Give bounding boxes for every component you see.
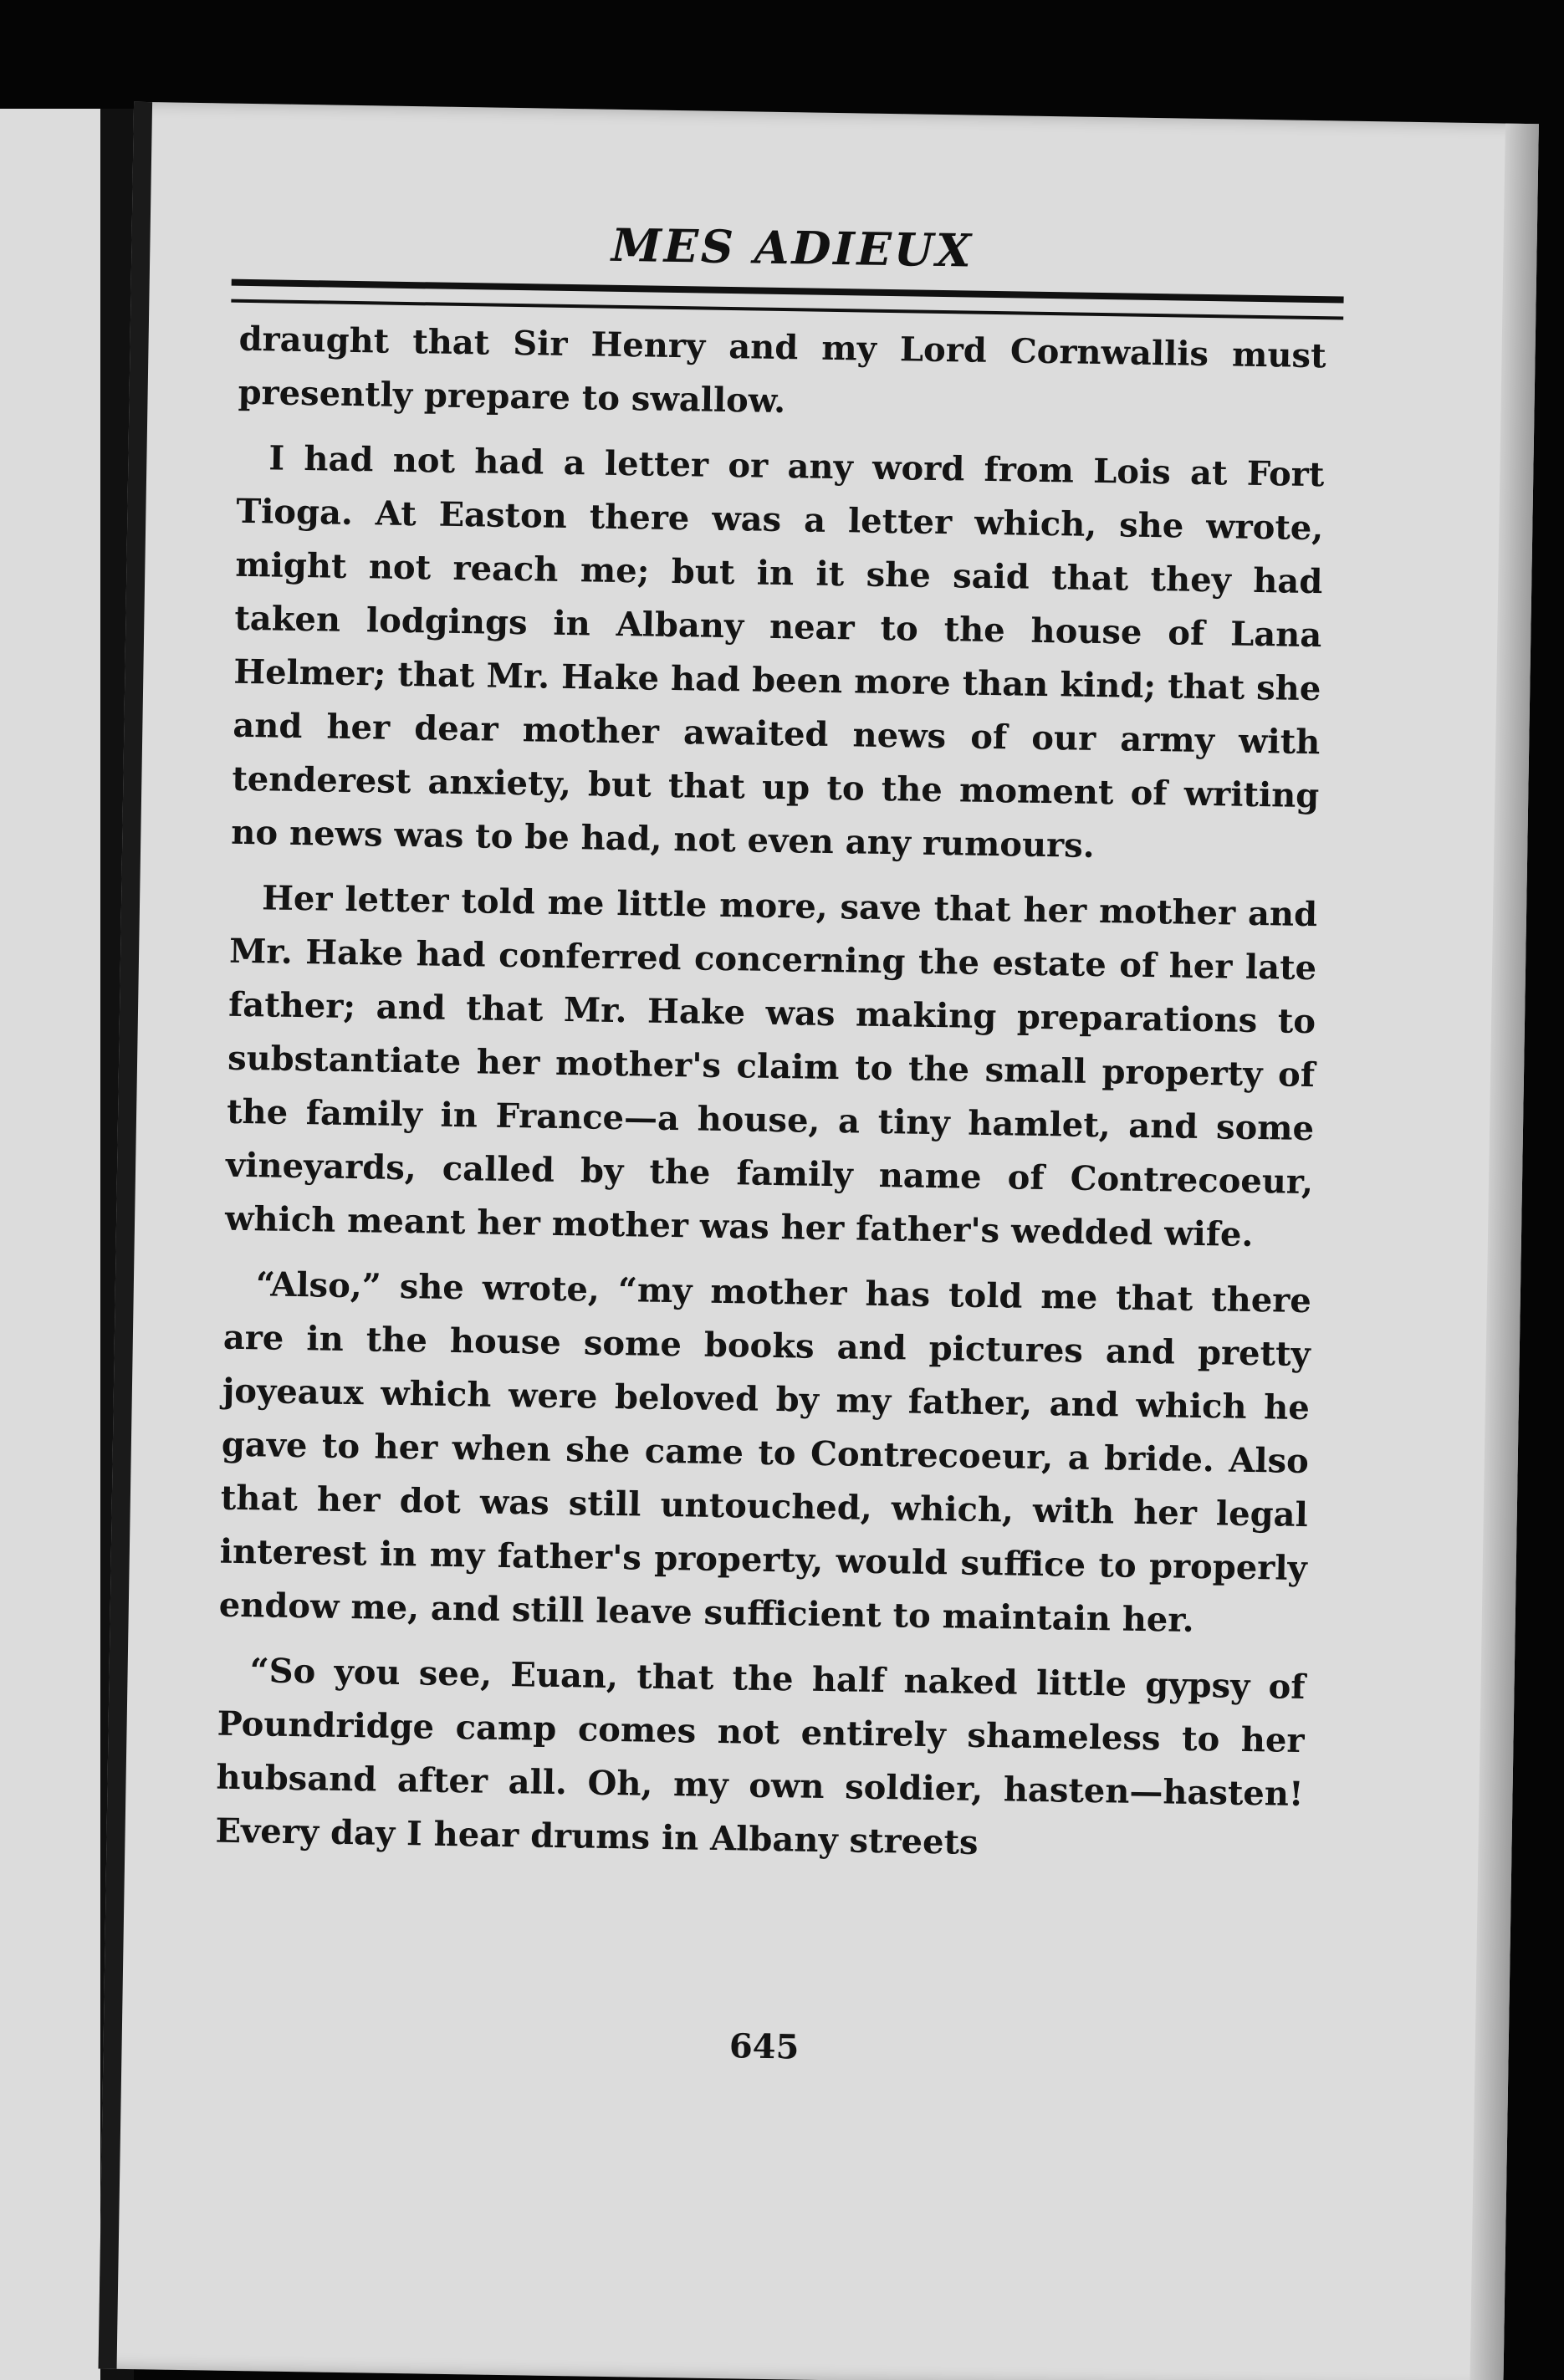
body-text — [215, 313, 1326, 1887]
page-number: 645 — [728, 2026, 800, 2067]
paragraph: I had not had a letter or any word from Lois at Fort Tioga. At Easton there was a letter which, she wrote, might not reach me; but in it she said that they had taken lodgings in Albany near to the house of Lana Helmer; that Mr. Hake had been more than kind; that she and her dear mother awaited news of our army with tenderest anxiety, but that up to the moment of writing no news was to be had, not even any rumours. — [231, 438, 1325, 866]
paragraph: Her letter told me little more, save that her mother and Mr. Hake had conferred concerning the estate of her late father; and that Mr. Hake was making preparations to substantiate her mother's claim to the small property of the family in France—a house, a tiny hamlet, and some vineyards, called by the family name of Contrecoeur, which meant her mother was her father's wedded wife. — [224, 878, 1318, 1254]
paragraph: draught that Sir Henry and my Lord Cornwallis must presently prepare to swallow. — [238, 319, 1326, 421]
facing-page-edge — [0, 109, 100, 2380]
header-rule — [231, 279, 1343, 320]
book-page — [99, 102, 1539, 2380]
paragraph: “Also,” she wrote, “my mother has told me that there are in the house some books and pictures and pretty joyeaux which were beloved by my father, and which he gave to her when she came to Contrecoeur, a bride. Also that her dot was still untouched, which, with her legal interest in my father's property, would suffice to properly endow me, and still leave sufficient to maintain her. — [218, 1264, 1312, 1640]
page-fore-edge — [1469, 124, 1539, 2380]
page-header — [215, 216, 1370, 279]
paragraph: “So you see, Euan, that the half naked little gypsy of Poundridge camp comes not entirely shameless to her hubsand after all. Oh, my own soldier, hasten—hasten! Every day I hear drums in Albany streets — [215, 1651, 1306, 1862]
running-head: MES ADIEUX — [611, 217, 974, 278]
